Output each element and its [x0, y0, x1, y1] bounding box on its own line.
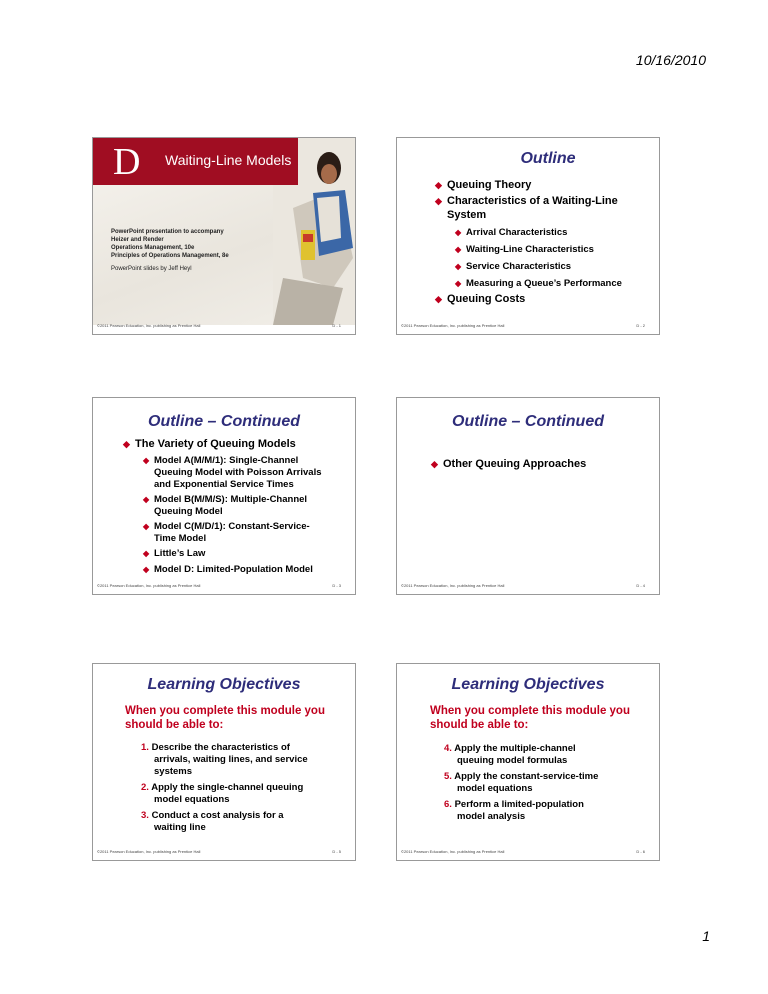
- objective-item: 5. Apply the constant-service-time: [444, 771, 599, 782]
- slide-footer: ©2011 Pearson Education, Inc. publishing as Prentice Hall: [97, 849, 201, 854]
- diamond-bullet-icon: ◆: [435, 294, 442, 304]
- slide-footer: ©2011 Pearson Education, Inc. publishing as Prentice Hall: [97, 583, 201, 588]
- slide-title: Learning Objectives: [147, 676, 301, 693]
- slide-1: [92, 137, 356, 335]
- slide-6: [396, 663, 660, 861]
- sub-bullet: ◆ Model B(M/M/S): Multiple-Channel: [143, 494, 308, 505]
- diamond-bullet-icon: ◆: [435, 180, 442, 190]
- sub-bullet: ◆ Waiting-Line Characteristics: [455, 244, 594, 255]
- slide-number: D - 3: [332, 583, 341, 588]
- sub-bullet-continuation: and Exponential Service Times: [154, 479, 294, 490]
- objectives-heading: When you complete this module you: [125, 705, 325, 717]
- slide-footer: ©2011 Pearson Education, Inc. publishing as Prentice Hall: [97, 323, 201, 328]
- objective-continuation: arrivals, waiting lines, and service: [154, 754, 308, 765]
- slide-footer: ©2011 Pearson Education, Inc. publishing as Prentice Hall: [401, 583, 505, 588]
- diamond-bullet-icon: ◆: [143, 456, 150, 465]
- objective-continuation: queuing model formulas: [457, 755, 568, 766]
- slide-5: [92, 663, 356, 861]
- bullet: ◆ The Variety of Queuing Models: [123, 438, 296, 450]
- objective-item: 3. Conduct a cost analysis for a: [141, 810, 284, 821]
- diamond-bullet-icon: ◆: [123, 439, 130, 449]
- diamond-bullet-icon: ◆: [143, 522, 150, 531]
- diamond-bullet-icon: ◆: [435, 196, 442, 206]
- diamond-bullet-icon: ◆: [455, 245, 462, 254]
- slide-title: Learning Objectives: [451, 676, 605, 693]
- bullet-continuation: System: [447, 209, 487, 221]
- sub-bullet: ◆ Measuring a Queue’s Performance: [455, 278, 622, 289]
- page-number: 1: [702, 928, 710, 944]
- slide-title: Outline – Continued: [148, 413, 300, 430]
- diamond-bullet-icon: ◆: [455, 228, 462, 237]
- sub-bullet: ◆ Model A(M/M/1): Single-Channel: [143, 455, 299, 466]
- cover-line: PowerPoint presentation to accompany: [111, 229, 224, 235]
- sub-bullet: ◆ Model C(M/D/1): Constant-Service-: [143, 521, 310, 532]
- slide-footer: ©2011 Pearson Education, Inc. publishing as Prentice Hall: [401, 323, 505, 328]
- sub-bullet-continuation: Queuing Model: [154, 506, 223, 517]
- diamond-bullet-icon: ◆: [455, 262, 462, 271]
- slide-title: Outline – Continued: [452, 413, 604, 430]
- objective-continuation: model equations: [154, 794, 230, 805]
- cover-line: Heizer and Render: [111, 237, 164, 243]
- slide-number: D - 1: [332, 323, 341, 328]
- objective-continuation: model analysis: [457, 811, 526, 822]
- diamond-bullet-icon: ◆: [431, 459, 438, 469]
- slide-number: D - 5: [332, 849, 341, 854]
- objectives-heading: should be able to:: [125, 719, 224, 731]
- objective-continuation: model equations: [457, 783, 533, 794]
- cover-line: Operations Management, 10e: [111, 245, 195, 251]
- diamond-bullet-icon: ◆: [143, 495, 150, 504]
- slide-number: D - 2: [636, 323, 645, 328]
- objective-item: 2. Apply the single-channel queuing: [141, 782, 304, 793]
- slide-2: [396, 137, 660, 335]
- slide-4: [396, 397, 660, 595]
- bullet: ◆ Other Queuing Approaches: [431, 458, 587, 470]
- sub-bullet: ◆ Arrival Characteristics: [455, 227, 568, 238]
- sub-bullet: ◆ Little’s Law: [143, 548, 206, 559]
- slide-number: D - 6: [636, 849, 645, 854]
- slide-footer: ©2011 Pearson Education, Inc. publishing as Prentice Hall: [401, 849, 505, 854]
- bullet: ◆ Queuing Costs: [435, 293, 526, 305]
- slide-number: D - 4: [636, 583, 645, 588]
- objectives-heading: should be able to:: [430, 719, 529, 731]
- module-title: Waiting-Line Models: [165, 152, 292, 168]
- print-date: 10/16/2010: [635, 52, 706, 68]
- objective-item: 6. Perform a limited-population: [444, 799, 584, 810]
- sub-bullet: ◆ Model D: Limited-Population Model: [143, 564, 313, 575]
- bullet: ◆ Queuing Theory: [435, 179, 532, 191]
- objective-item: 1. Describe the characteristics of: [141, 742, 290, 753]
- diamond-bullet-icon: ◆: [143, 565, 150, 574]
- objective-continuation: systems: [154, 766, 193, 777]
- module-letter: D: [113, 141, 141, 183]
- sub-bullet-continuation: Time Model: [154, 533, 207, 544]
- sub-bullet-continuation: Queuing Model with Poisson Arrivals: [154, 467, 322, 478]
- cover-line: Principles of Operations Management, 8e: [111, 253, 229, 259]
- slide-title: Outline: [520, 150, 576, 167]
- cover-title-band: [93, 138, 298, 185]
- objectives-heading: When you complete this module you: [430, 705, 630, 717]
- objective-item: 4. Apply the multiple-channel: [444, 743, 576, 754]
- sub-bullet: ◆ Service Characteristics: [455, 261, 572, 272]
- cover-credit: PowerPoint slides by Jeff Heyl: [111, 266, 192, 272]
- slide-3: [92, 397, 356, 595]
- bullet: ◆ Characteristics of a Waiting-Line: [435, 195, 618, 207]
- diamond-bullet-icon: ◆: [455, 279, 462, 288]
- diamond-bullet-icon: ◆: [143, 549, 150, 558]
- objective-continuation: waiting line: [154, 822, 206, 833]
